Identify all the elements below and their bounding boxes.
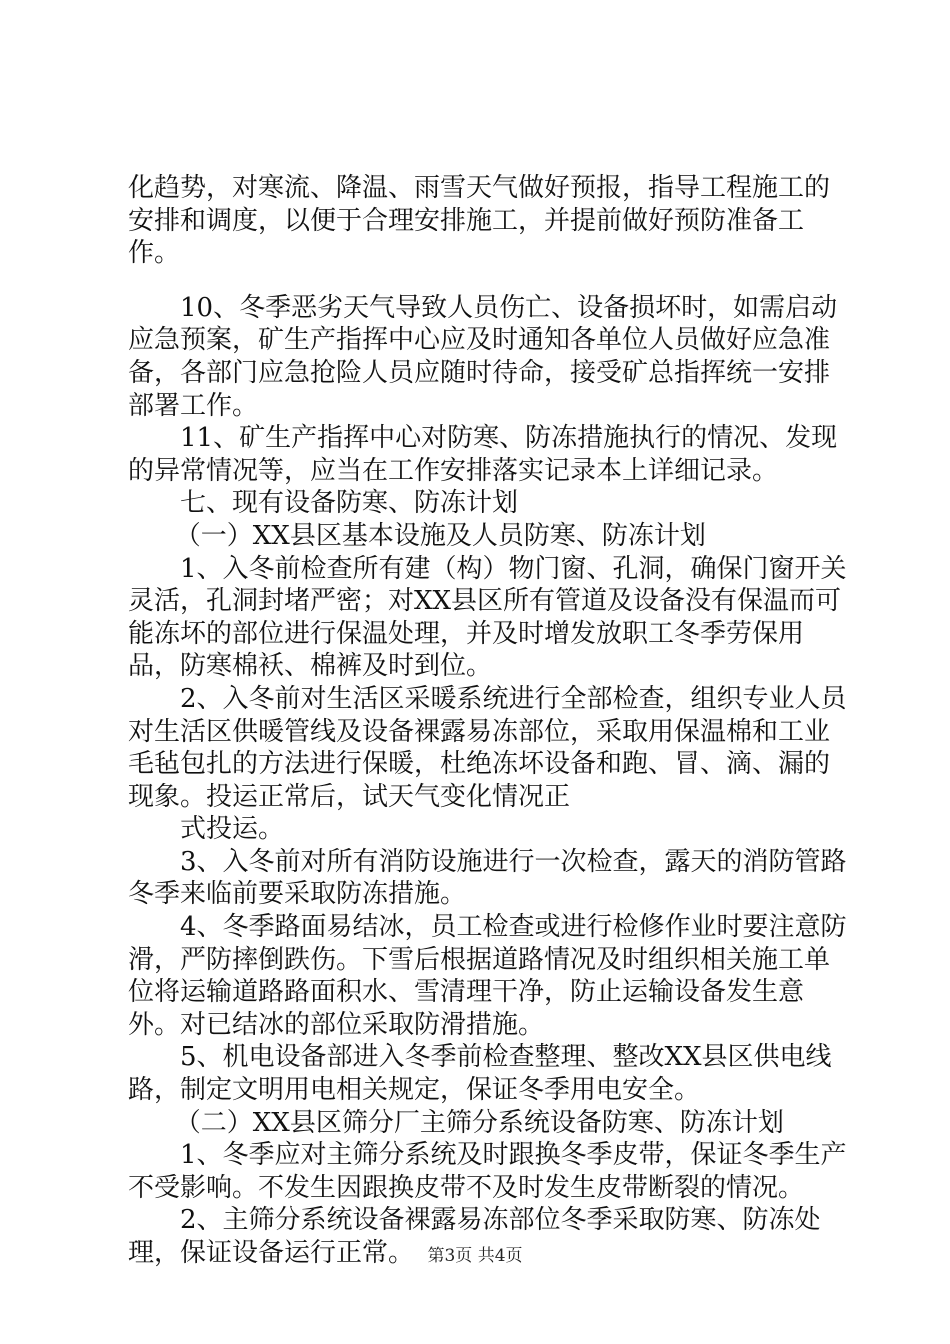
paragraph-2-1: 1、冬季应对主筛分系统及时跟换冬季皮带，保证冬季生产不受影响。不发生因跟换皮带不及时发生皮带断裂的情况。 [128, 1140, 847, 1203]
paragraph-1-1: 1、入冬前检查所有建（构）物门窗、孔洞，确保门窗开关灵活，孔洞封堵严密；对XX县区所有管道及设备没有保温而可能冻坏的部位进行保温处理，并及时增发放职工冬季劳保用品，防寒棉袄、棉裤及时到位。 [128, 553, 847, 682]
paragraph-2-2: 2、主筛分系统设备裸露易冻部位冬季采取防寒、防冻处理，保证设备运行正常。 [128, 1205, 821, 1268]
paragraph-1-4: 4、冬季路面易结冰，员工检查或进行检修作业时要注意防滑，严防摔倒跌伤。下雪后根据道路情况及时组织相关施工单位将运输道路路面积水、雪清理干净，防止运输设备发生意外。对已结冰的部位采取防滑措施。 [128, 912, 847, 1040]
paragraph-1-2: 2、入冬前对生活区采暖系统进行全部检查，组织专业人员对生活区供暖管线及设备裸露易冻部位，采取用保温棉和工业毛毡包扎的方法进行保暖，杜绝冻坏设备和跑、冒、滴、漏的现象。投运正常后，试天气变化情况正 [128, 683, 847, 812]
paragraph-1-3: 3、入冬前对所有消防设施进行一次检查，露天的消防管路冬季来临前要采取防冻措施。 [128, 846, 847, 910]
paragraph-item-10: 10、冬季恶劣天气导致人员伤亡、设备损坏时，如需启动应急预案，矿生产指挥中心应及时通知各单位人员做好应急准备，各部门应急抢险人员应随时待命，接受矿总指挥统一安排部署工作。 [128, 292, 838, 421]
subsection-heading-2: （二）XX县区筛分厂主筛分系统设备防寒、防冻计划 [174, 1107, 784, 1138]
page-number-footer: 第3页 共4页 [427, 1246, 523, 1266]
paragraph-item-11: 11、矿生产指挥中心对防寒、防冻措施执行的情况、发现的异常情况等，应当在工作安排落实记录本上详细记录。 [128, 423, 838, 486]
paragraph-1-5: 5、机电设备部进入冬季前检查整理、整改XX县区供电线路，制定文明用电相关规定，保证冬季用电安全。 [128, 1042, 832, 1106]
subsection-heading-1: （一）XX县区基本设施及人员防寒、防冻计划 [174, 520, 706, 551]
document-body [128, 172, 848, 1270]
section-heading-7: 七、现有设备防寒、防冻计划 [180, 488, 519, 519]
paragraph-1-2-end: 式投运。 [180, 814, 285, 845]
paragraph-continuation: 化趋势，对寒流、降温、雨雪天气做好预报，指导工程施工的安排和调度，以便于合理安排施工，并提前做好预防准备工作。 [128, 173, 831, 269]
